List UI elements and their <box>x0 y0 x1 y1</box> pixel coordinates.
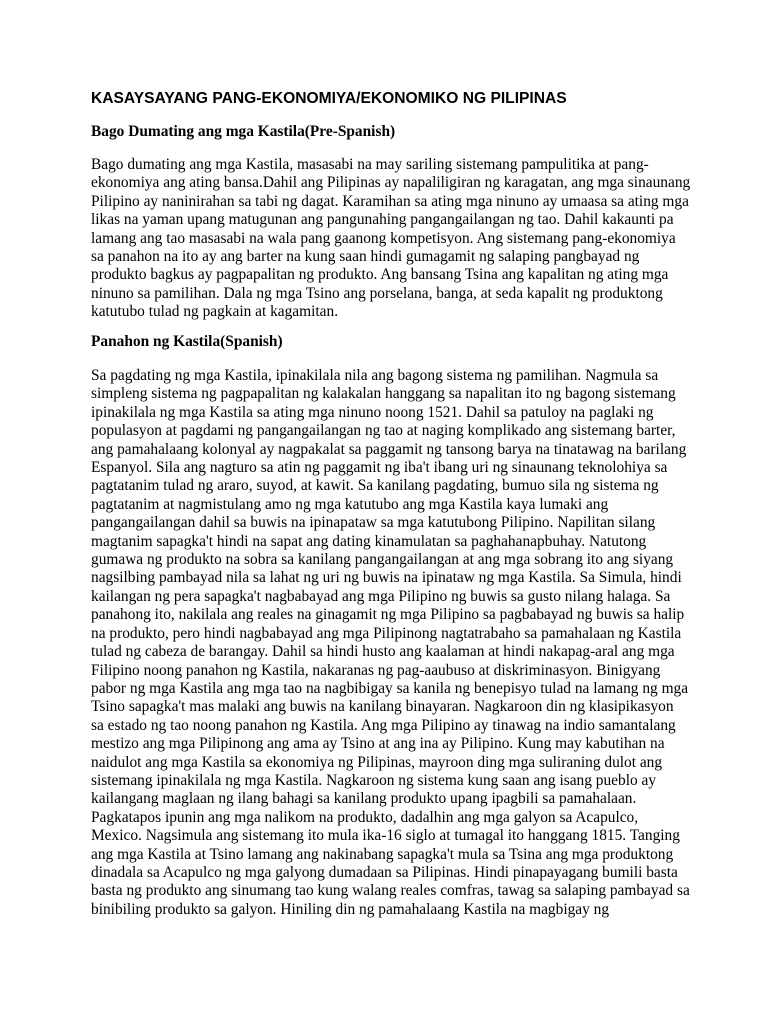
paragraph-line: likas na yaman upang matugunan ang pangunahing pangangailangan ng tao. Dahil kakaunti pa <box>91 211 674 229</box>
paragraph-line: na produkto, pero hindi nagbabayad ang mga Pilipinong nagtatrabaho sa pamahalaan ng Kastila <box>91 624 682 642</box>
paragraph-line: sistemang ipinakilala ng mga Kastila. Nagkaroon ng sistema kung saan ang isang pueblo ay <box>91 771 657 789</box>
paragraph-line: katutubo tulad ng pagkain at kagamitan. <box>91 303 339 321</box>
paragraph-line: ninuno sa pamilihan. Dala ng mga Tsino ang porselana, banga, at seda kapalit ng produktong <box>91 284 663 302</box>
section-paragraph-spanish <box>91 367 691 919</box>
paragraph-line: Bago dumating ang mga Kastila, masasabi na may sariling sistemang pampulitika at pang- <box>91 156 649 173</box>
document-title: KASAYSAYANG PANG-EKONOMIYA/EKONOMIKO NG PILIPINAS <box>91 90 567 107</box>
section-paragraph-pre-spanish <box>91 156 691 322</box>
paragraph-line: pangangailangan dahil sa buwis na ipinapataw sa mga katutubong Pilipino. Napilitan silang <box>91 514 656 532</box>
paragraph-line: magtanim sapagka't hindi na sapat ang dating kinamulatan sa paghahanapbuhay. Natutong <box>91 532 647 550</box>
paragraph-line: Mexico. Nagsimula ang sistemang ito mula ika-16 siglo at tumagal ito hanggang 1815. Tanging <box>91 827 680 845</box>
paragraph-line: nagsilbing pambayad nila sa lahat ng uri ng buwis na ipinataw ng mga Kastila. Sa Simula, hindi <box>91 569 682 587</box>
paragraph-line: panahong ito, nakilala ang reales na ginagamit ng mga Pilipino sa pagbabayad ng buwis sa halip <box>91 606 685 624</box>
paragraph-line: sa estado ng tao noong panahon ng Kastila. Ang mga Pilipino ay tinawag na indio samantalang <box>91 716 676 734</box>
paragraph-line: mestizo ang mga Pilipinong ang ama ay Tsino at ang ina ay Pilipino. Kung may kabutihan na <box>91 735 665 753</box>
paragraph-line: Tsino sapagka't mas malaki ang buwis na kanilang binayaran. Nagkaroon din ng klasipikasyon <box>91 698 674 716</box>
paragraph-line: Filipino noong panahon ng Kastila, nakaranas ng pag-aaubuso at diskriminasyon. Binigyang <box>91 661 661 679</box>
paragraph-line: tulad ng cabeza de barangay. Dahil sa hindi husto ang kaalaman at hindi nakapag-aral ang mga <box>91 643 675 661</box>
paragraph-line: produkto bagkus ay pagpapalitan ng produkto. Ang bansang Tsina ang kapalitan ng ating mga <box>91 266 669 284</box>
paragraph-line: pabor ng mga Kastila ang mga tao na nagbibigay sa kanila ng benepisyo tulad na lamang ng mga <box>91 679 689 697</box>
paragraph-line: pagtatanim tulad ng araro, suyod, at kawit. Sa kanilang pagdating, bumuo sila ng sistema ng <box>91 477 659 495</box>
paragraph-line: dinadala sa Acapulco ng mga galyong dumadaan sa Pilipinas. Hindi pinapayagang bumili basta <box>91 863 678 881</box>
paragraph-line: Sa pagdating ng mga Kastila, ipinakilala nila ang bagong sistema ng pamilihan. Nagmula sa <box>91 367 659 384</box>
paragraph-line: ang mga Kastila at Tsino lamang ang nakinabang sapagka't mula sa Tsina ang mga produktong <box>91 845 674 863</box>
paragraph-line: simpleng sistema ng pagpapalitan ng kalakalan hanggang sa napalitan ito ng bagong sistemang <box>91 385 676 403</box>
paragraph-line: basta ng produkto ang sinumang tao kung walang reales comfras, tawag sa salaping pambayad sa <box>91 882 690 900</box>
paragraph-line: ekonomiya ang ating bansa.Dahil ang Pilipinas ay napaliligiran ng karagatan, ang mga sinaunang <box>91 174 691 192</box>
paragraph-line: lamang ang tao masasabi na wala pang gaanong kompetisyon. Ang sistemang pang-ekonomiya <box>91 229 676 247</box>
paragraph-line: ipinakilala ng mga Kastila sa ating mga ninuno noong 1521. Dahil sa patuloy na paglaki ng <box>91 403 654 421</box>
paragraph-line: populasyon at pagdami ng pangangailangan ng tao at naging komplikado ang sistemang barter, <box>91 422 676 440</box>
paragraph-line: Espanyol. Sila ang nagturo sa atin ng paggamit ng iba't ibang uri ng sinaunang teknolohiya sa <box>91 459 668 477</box>
paragraph-line: gumawa ng produkto na sobra sa kanilang pangangailangan at ang mga sobrang ito ang siyang <box>91 551 674 569</box>
paragraph-line: naidulot ang mga Kastila sa ekonomiya ng Pilipinas, mayroon ding mga suliraning dulot ang <box>91 753 663 771</box>
section-heading-pre-spanish: Bago Dumating ang mga Kastila(Pre-Spanish) <box>91 123 396 140</box>
paragraph-line: binibiling produkto sa galyon. Hiniling din ng pamahalaang Kastila na magbigay ng <box>91 900 610 918</box>
paragraph-line: pagtatanim at nagmistulang amo ng mga katutubo ang mga Kastila kaya lumaki ang <box>91 495 609 513</box>
paragraph-line: sa panahon na ito ay ang barter na kung saan hindi gumagamit ng salaping pangbayad ng <box>91 248 640 266</box>
paragraph-line: ang pamahalaang kolonyal ay nagpakalat sa paggamit ng tansong barya na tinatawag na barilang <box>91 440 687 458</box>
paragraph-line: kailangan ng pera sapagka't nagbabayad ang mga Pilipino ng buwis sa gusto nilang halaga. Sa <box>91 587 671 605</box>
paragraph-line: kailangang maglaan ng ilang bahagi sa kanilang produkto upang ipagbili sa pamahalaan. <box>91 790 637 808</box>
section-heading-spanish: Panahon ng Kastila(Spanish) <box>91 333 283 350</box>
paragraph-line: Pilipino ay naninirahan sa tabi ng dagat. Karamihan sa ating mga ninuno ay umaasa sa ating mga <box>91 192 689 210</box>
paragraph-line: Pagkatapos ipunin ang mga nalikom na produkto, dadalhin ang mga galyon sa Acapulco, <box>91 808 639 826</box>
